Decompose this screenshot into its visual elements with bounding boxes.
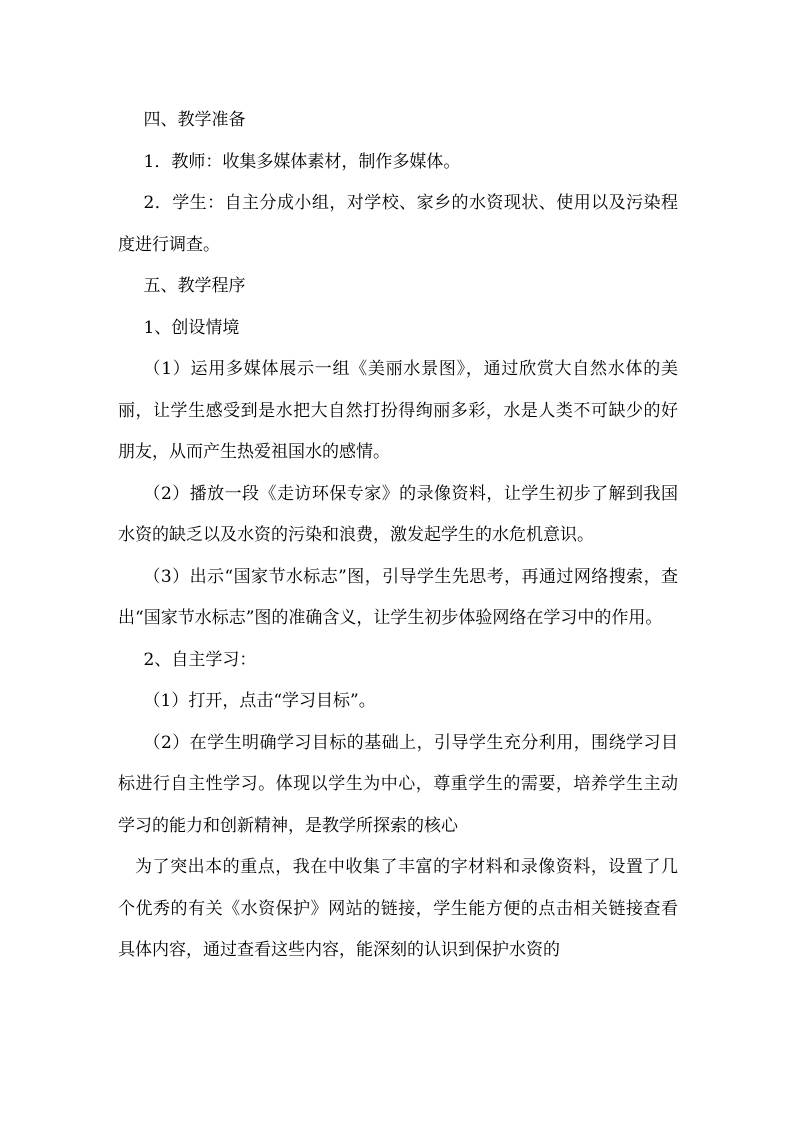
paragraph-student-prep: 2．学生：自主分成小组，对学校、家乡的水资现状、使用以及污染程度进行调查。 bbox=[118, 193, 678, 255]
document-body bbox=[118, 100, 678, 972]
paragraph-scenario-2: （2）播放一段《走访环保专家》的录像资料，让学生初步了解到我国水资的缺乏以及水资的污染和浪费，激发起学生的水危机意识。 bbox=[118, 483, 678, 545]
paragraph-teacher-prep: 1．教师：收集多媒体素材，制作多媒体。 bbox=[143, 151, 461, 172]
paragraph-self-study-1: （1）打开，点击“学习目标”。 bbox=[143, 691, 376, 711]
subsection-heading-scenario: 1、创设情境 bbox=[143, 317, 240, 338]
subsection-heading-self-study: 2、自主学习： bbox=[143, 649, 257, 670]
paragraph-key-points: 为了突出本的重点，我在中收集了丰富的字材料和录像资料，设置了几个优秀的有关《水资保护》网站的链接，学生能方便的点击相关链接查看具体内容，通过查看这些内容，能深刻的认识到保护水资的 bbox=[118, 857, 678, 960]
section-heading-procedure: 五、教学程序 bbox=[143, 276, 246, 296]
paragraph-scenario-3: （3）出示“国家节水标志”图，引导学生先思考，再通过网络搜索，查出“国家节水标志”图的准确含义，让学生初步体验网络在学习中的作用。 bbox=[118, 566, 678, 628]
section-heading-preparation: 四、教学准备 bbox=[143, 110, 246, 130]
paragraph-scenario-1: （1）运用多媒体展示一组《美丽水景图》，通过欣赏大自然水体的美丽，让学生感受到是水把大自然打扮得绚丽多彩，水是人类不可缺少的好朋友，从而产生热爱祖国水的感情。 bbox=[118, 359, 678, 462]
paragraph-self-study-2: （2）在学生明确学习目标的基础上，引导学生充分利用，围绕学习目标进行自主性学习。体现以学生为中心，尊重学生的需要，培养学生主动学习的能力和创新精神，是教学所探索的核心 bbox=[118, 732, 678, 836]
